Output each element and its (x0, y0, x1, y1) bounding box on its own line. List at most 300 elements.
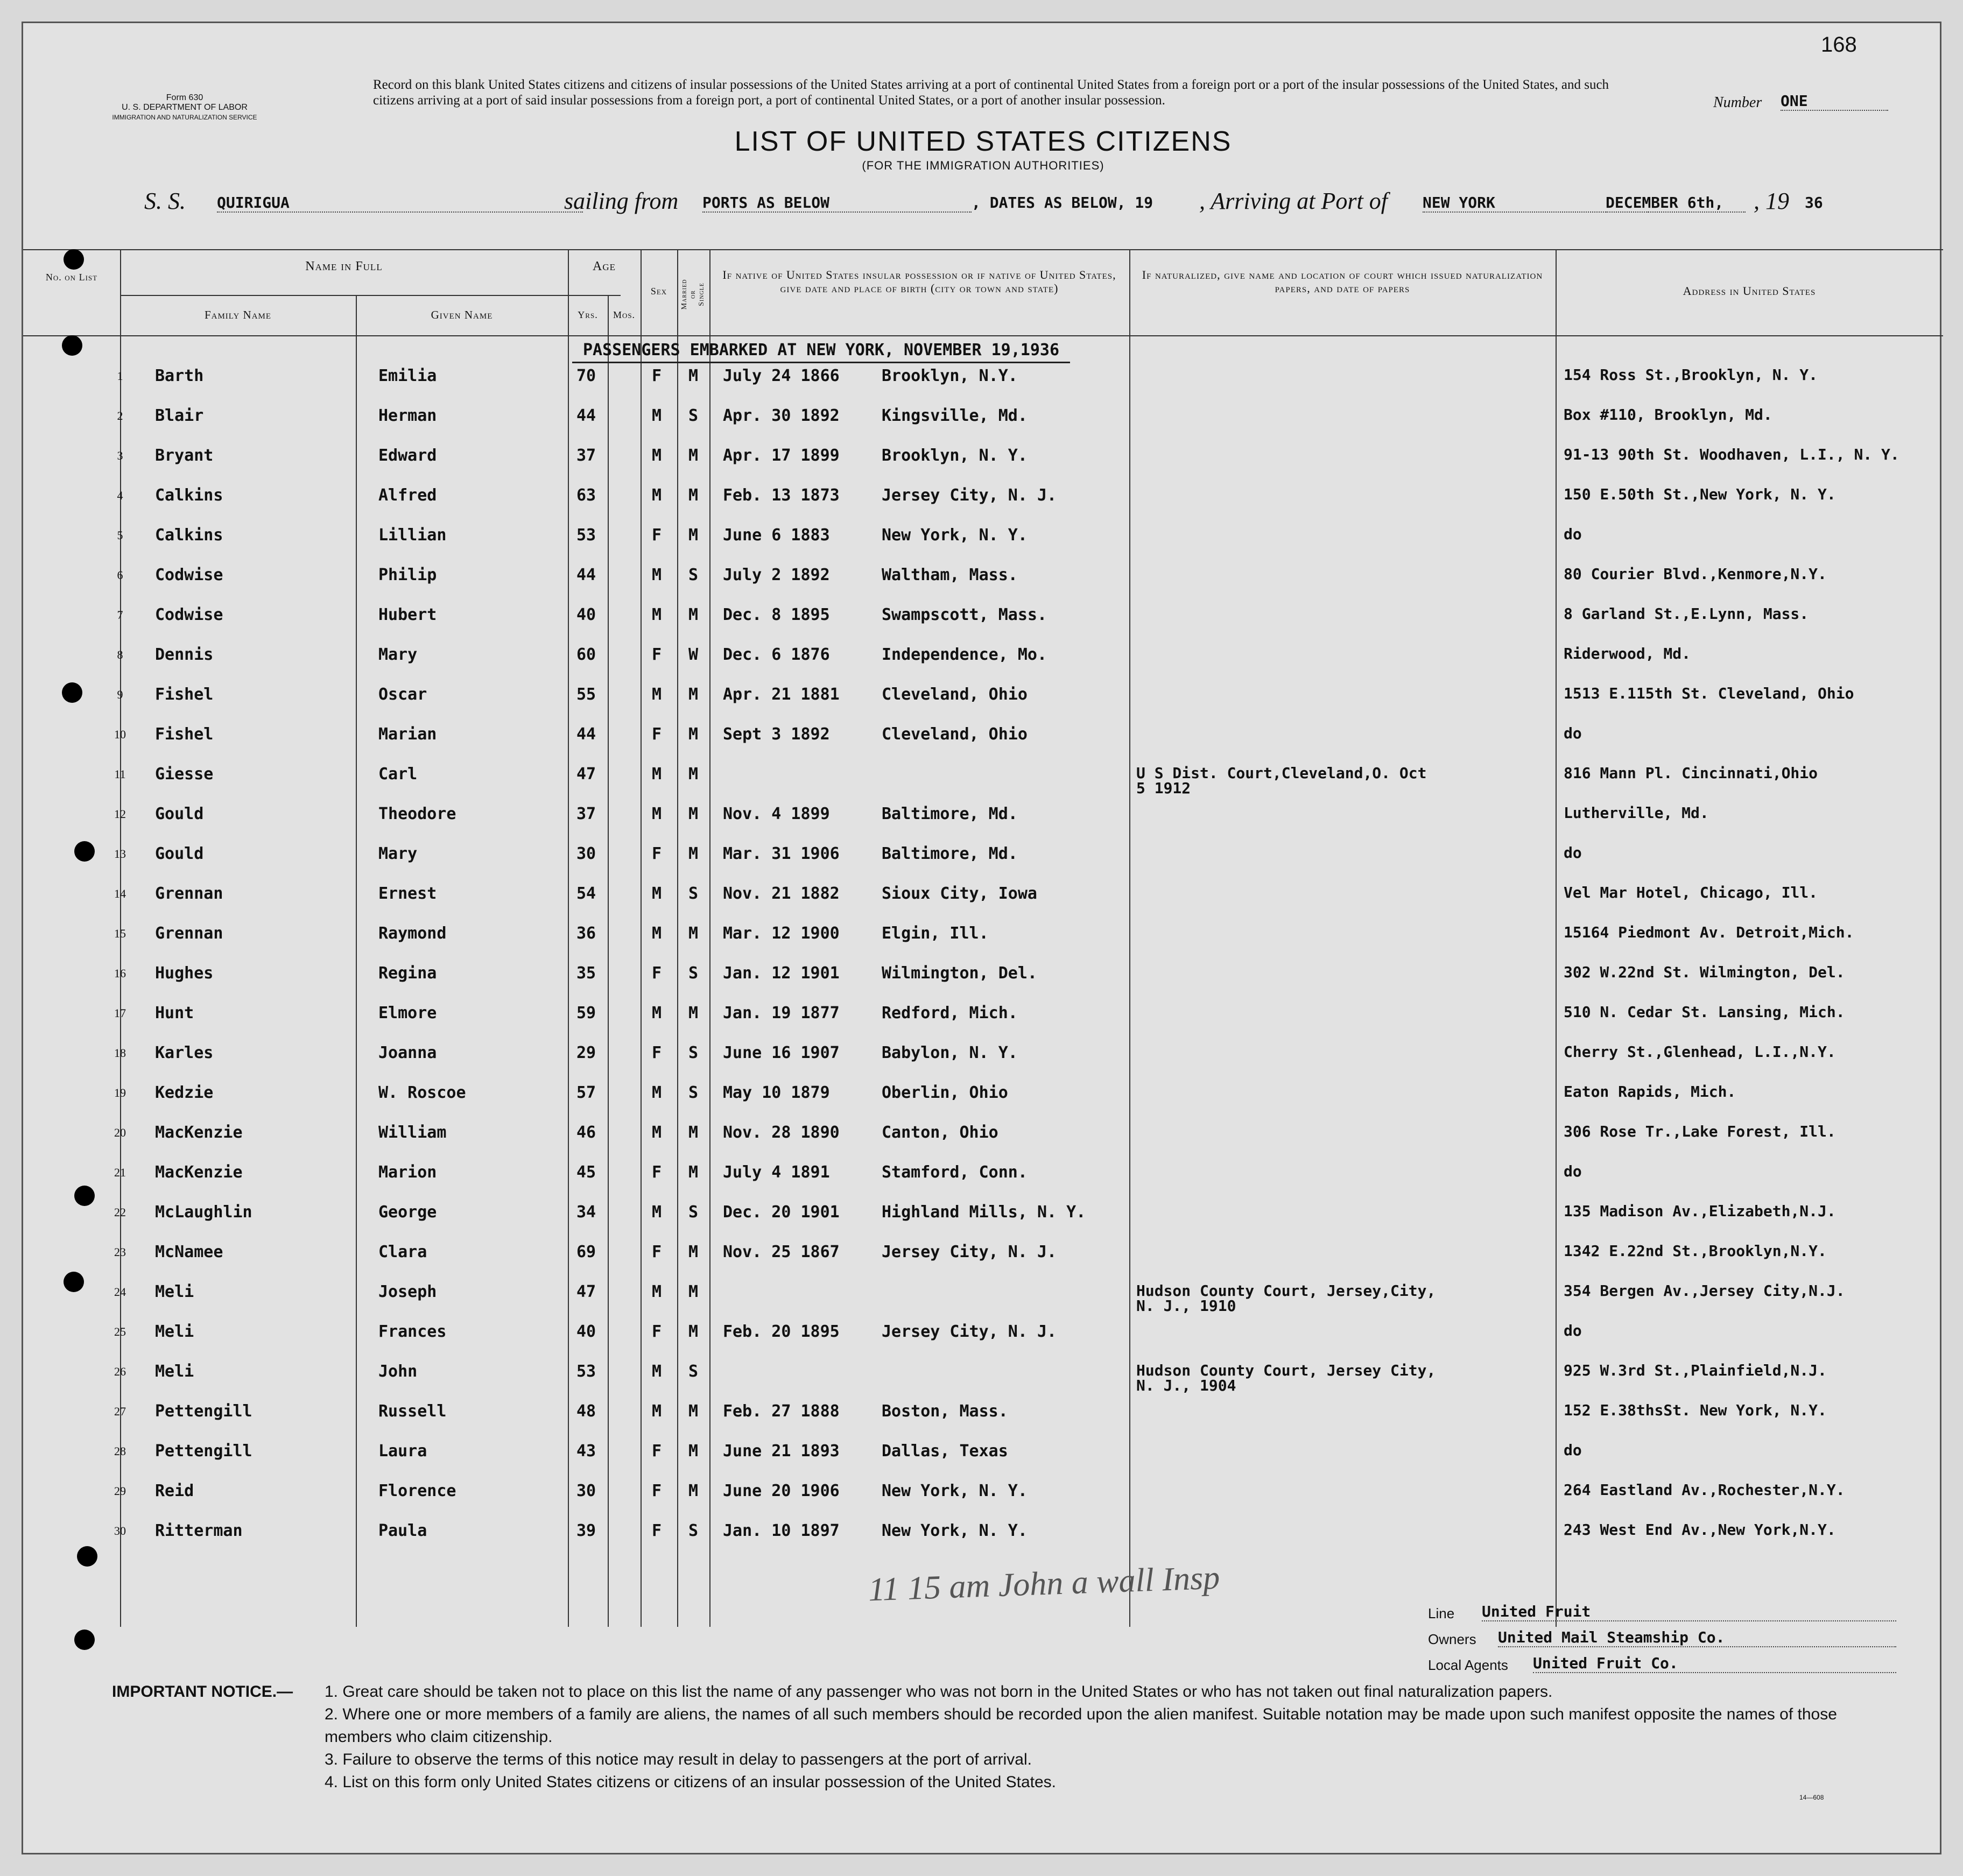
marital-status: M (688, 1482, 699, 1500)
marital-status: M (688, 924, 699, 943)
us-address: do (1564, 724, 1582, 742)
birth-date: June 6 1883 (723, 526, 830, 545)
birth-date: June 16 1907 (723, 1043, 840, 1062)
birth-place: Cleveland, Ohio (882, 725, 1028, 744)
birth-date: Mar. 12 1900 (723, 924, 840, 943)
us-address: 306 Rose Tr.,Lake Forest, Ill. (1564, 1123, 1836, 1140)
given-name: Frances (378, 1322, 447, 1341)
birth-place: Cleveland, Ohio (882, 685, 1028, 704)
punch-hole (77, 1546, 97, 1567)
given-name: Laura (378, 1442, 427, 1461)
family-name: McLaughlin (155, 1203, 252, 1222)
sex: F (652, 1521, 662, 1540)
naturalization-court: U S Dist. Court,Cleveland,O. Oct 5 1912 (1136, 764, 1427, 797)
us-address: 264 Eastland Av.,Rochester,N.Y. (1564, 1481, 1845, 1499)
row-number: 18 (114, 1046, 126, 1060)
marital-status: M (688, 1123, 699, 1142)
sex: F (652, 1322, 662, 1341)
age-years: 44 (576, 725, 596, 744)
age-years: 36 (576, 924, 596, 943)
sex: F (652, 844, 662, 863)
birth-date: Apr. 17 1899 (723, 446, 840, 465)
header-age: Age (593, 259, 616, 273)
birth-place: Jersey City, N. J. (882, 1243, 1057, 1261)
age-years: 47 (576, 765, 596, 784)
age-years: 34 (576, 1203, 596, 1222)
section-heading: PASSENGERS EMBARKED AT NEW YORK, NOVEMBER 19,1936 (572, 341, 1070, 363)
sex: M (652, 1203, 662, 1222)
marital-status: M (688, 1163, 699, 1182)
us-address: do (1564, 1441, 1582, 1459)
row-number: 2 (117, 409, 123, 422)
row-number: 4 (117, 489, 123, 502)
line-label: Line (1428, 1605, 1455, 1621)
birth-place: Jersey City, N. J. (882, 486, 1057, 505)
page-subtitle: (FOR THE IMMIGRATION AUTHORITIES) (862, 159, 1104, 172)
given-name: Russell (378, 1402, 447, 1421)
marital-status: S (688, 406, 699, 425)
row-number: 13 (114, 847, 126, 861)
birth-place: Redford, Mich. (882, 1004, 1018, 1022)
birth-date: Nov. 28 1890 (723, 1123, 840, 1142)
birth-place: Jersey City, N. J. (882, 1322, 1057, 1341)
row-number: 10 (114, 728, 126, 741)
row-number: 1 (117, 369, 123, 383)
row-number: 15 (114, 927, 126, 940)
row-number: 12 (114, 807, 126, 821)
punch-hole (64, 1272, 84, 1292)
sex: M (652, 566, 662, 584)
owners-label: Owners (1428, 1631, 1476, 1647)
punch-hole (64, 249, 84, 270)
birth-date: Dec. 20 1901 (723, 1203, 840, 1222)
table-row (23, 447, 1943, 487)
birth-date: Dec. 6 1876 (723, 645, 830, 664)
punch-hole (74, 1186, 95, 1206)
birth-date: Apr. 21 1881 (723, 685, 840, 704)
age-years: 30 (576, 844, 596, 863)
header-given-name: Given Name (431, 308, 493, 321)
family-name: Meli (155, 1322, 194, 1341)
given-name: Paula (378, 1521, 427, 1540)
row-number: 9 (117, 688, 123, 701)
marital-status: M (688, 805, 699, 823)
sex: M (652, 1083, 662, 1102)
given-name: John (378, 1362, 418, 1381)
birth-place: Dallas, Texas (882, 1442, 1008, 1461)
marital-status: S (688, 884, 699, 903)
given-name: Florence (378, 1482, 456, 1500)
sex: M (652, 446, 662, 465)
sex: F (652, 1243, 662, 1261)
line-value: United Fruit (1482, 1603, 1896, 1621)
family-name: Gould (155, 844, 204, 863)
marital-status: M (688, 1322, 699, 1341)
table-row (23, 885, 1943, 925)
sex: M (652, 486, 662, 505)
marital-status: M (688, 685, 699, 704)
birth-date: Jan. 10 1897 (723, 1521, 840, 1540)
sex: M (652, 1123, 662, 1142)
sex: M (652, 406, 662, 425)
sex: F (652, 366, 662, 385)
age-years: 46 (576, 1123, 596, 1142)
given-name: Edward (378, 446, 437, 465)
department: U. S. DEPARTMENT OF LABOR (122, 103, 248, 112)
marital-status: S (688, 566, 699, 584)
form-number: Form 630 (166, 93, 203, 102)
sex: M (652, 1282, 662, 1301)
page-number: 168 (1821, 33, 1857, 57)
given-name: Herman (378, 406, 437, 425)
age-years: 47 (576, 1282, 596, 1301)
us-address: 150 E.50th St.,New York, N. Y. (1564, 485, 1836, 503)
page-title: LIST OF UNITED STATES CITIZENS (734, 126, 1232, 157)
sex: F (652, 725, 662, 744)
sex: F (652, 645, 662, 664)
age-years: 55 (576, 685, 596, 704)
birth-date: July 2 1892 (723, 566, 830, 584)
row-number: 11 (114, 767, 126, 781)
table-row (23, 1483, 1943, 1522)
row-number: 6 (117, 568, 123, 582)
birth-date: Apr. 30 1892 (723, 406, 840, 425)
header-address: Address in United States (1683, 284, 1816, 298)
ss-label: S. S. (144, 188, 186, 214)
punch-hole (62, 335, 82, 356)
row-number: 7 (117, 608, 123, 622)
us-address: 925 W.3rd St.,Plainfield,N.J. (1564, 1362, 1827, 1379)
year-suffix: 36 (1805, 194, 1823, 211)
record-note: Record on this blank United States citizens and citizens of insular possessions of the United States arriving at a port of continental United States from a foreign port or a port of the insular possessions of the United States, and such citizens arriving at a port of said insular possessions from a foreign port, a port of continental United States, or a port of another insular possession. (373, 77, 1609, 108)
family-name: Hughes (155, 964, 214, 983)
dates-label: , DATES AS BELOW, 19 (972, 194, 1153, 211)
table-row (23, 925, 1943, 965)
birth-place: New York, N. Y. (882, 1521, 1028, 1540)
header-sex: Sex (650, 286, 667, 297)
family-name: Calkins (155, 486, 223, 505)
sex: F (652, 1163, 662, 1182)
number-value: ONE (1781, 92, 1888, 111)
family-name: Karles (155, 1043, 214, 1062)
sex: M (652, 685, 662, 704)
given-name: Ernest (378, 884, 437, 903)
birth-place: Babylon, N. Y. (882, 1043, 1018, 1062)
us-address: 15164 Piedmont Av. Detroit,Mich. (1564, 923, 1854, 941)
table-row (23, 407, 1943, 447)
birth-date: Nov. 4 1899 (723, 805, 830, 823)
table-row (23, 1045, 1943, 1084)
family-name: Dennis (155, 645, 214, 664)
marital-status: M (688, 1442, 699, 1461)
us-address: do (1564, 525, 1582, 543)
table-row (23, 487, 1943, 527)
age-years: 44 (576, 566, 596, 584)
us-address: do (1564, 1322, 1582, 1339)
row-number: 27 (114, 1405, 126, 1418)
family-name: Grennan (155, 884, 223, 903)
punch-hole (74, 841, 95, 862)
sex: M (652, 765, 662, 784)
birth-place: Boston, Mass. (882, 1402, 1008, 1421)
birth-place: Stamford, Conn. (882, 1163, 1028, 1182)
table-row (23, 368, 1943, 407)
owners-value: United Mail Steamship Co. (1498, 1628, 1896, 1647)
family-name: Kedzie (155, 1083, 214, 1102)
sailing-from: PORTS AS BELOW (702, 194, 972, 213)
family-name: Grennan (155, 924, 223, 943)
given-name: Mary (378, 645, 418, 664)
family-name: Calkins (155, 526, 223, 545)
birth-place: Swampscott, Mass. (882, 605, 1047, 624)
marital-status: M (688, 526, 699, 545)
table-row (23, 1363, 1943, 1403)
arrival-date: DECEMBER 6th, (1606, 194, 1746, 213)
us-address: 80 Courier Blvd.,Kenmore,N.Y. (1564, 565, 1827, 583)
table-row (23, 1283, 1943, 1323)
given-name: Marion (378, 1163, 437, 1182)
us-address: Cherry St.,Glenhead, L.I.,N.Y. (1564, 1043, 1836, 1061)
sex: F (652, 1043, 662, 1062)
given-name: Hubert (378, 605, 437, 624)
birth-date: Feb. 20 1895 (723, 1322, 840, 1341)
us-address: 1513 E.115th St. Cleveland, Ohio (1564, 685, 1854, 702)
naturalization-court: Hudson County Court, Jersey City, N. J., 1904 (1136, 1362, 1436, 1394)
birth-place: Sioux City, Iowa (882, 884, 1037, 903)
age-years: 53 (576, 526, 596, 545)
given-name: Lillian (378, 526, 447, 545)
sex: M (652, 1362, 662, 1381)
row-number: 5 (117, 528, 123, 542)
service: IMMIGRATION AND NATURALIZATION SERVICE (112, 114, 257, 121)
given-name: William (378, 1123, 447, 1142)
age-years: 70 (576, 366, 596, 385)
age-years: 43 (576, 1442, 596, 1461)
table-row (23, 766, 1943, 806)
us-address: Box #110, Brooklyn, Md. (1564, 406, 1772, 424)
family-name: Meli (155, 1282, 194, 1301)
birth-date: Feb. 13 1873 (723, 486, 840, 505)
birth-date: Mar. 31 1906 (723, 844, 840, 863)
us-address: 354 Bergen Av.,Jersey City,N.J. (1564, 1282, 1845, 1300)
table-row (23, 1403, 1943, 1443)
marital-status: M (688, 725, 699, 744)
us-address: 816 Mann Pl. Cincinnati,Ohio (1564, 764, 1818, 782)
marital-status: M (688, 1004, 699, 1022)
table-row (23, 1084, 1943, 1124)
birth-place: Elgin, Ill. (882, 924, 989, 943)
given-name: Clara (378, 1243, 427, 1261)
table-row (23, 567, 1943, 606)
birth-place: Baltimore, Md. (882, 805, 1018, 823)
us-address: Eaton Rapids, Mich. (1564, 1083, 1736, 1101)
row-number: 30 (114, 1524, 126, 1538)
birth-place: New York, N. Y. (882, 526, 1028, 545)
birth-place: Highland Mills, N. Y. (882, 1203, 1086, 1222)
table-row (23, 646, 1943, 686)
row-number: 29 (114, 1484, 126, 1498)
birth-date: Nov. 21 1882 (723, 884, 840, 903)
age-years: 37 (576, 805, 596, 823)
us-address: 152 E.38thsSt. New York, N.Y. (1564, 1401, 1827, 1419)
family-name: Bryant (155, 446, 214, 465)
given-name: Carl (378, 765, 418, 784)
marital-status: M (688, 844, 699, 863)
header-name-in-full: Name in Full (305, 259, 383, 273)
naturalization-court: Hudson County Court, Jersey,City, N. J., 1910 (1136, 1282, 1436, 1315)
sex: M (652, 605, 662, 624)
us-address: 1342 E.22nd St.,Brooklyn,N.Y. (1564, 1242, 1827, 1260)
age-years: 37 (576, 446, 596, 465)
given-name: Marian (378, 725, 437, 744)
table-row (23, 606, 1943, 646)
row-number: 21 (114, 1166, 126, 1179)
family-name: Pettengill (155, 1442, 252, 1461)
notice-title: IMPORTANT NOTICE.— (112, 1683, 293, 1701)
given-name: Raymond (378, 924, 447, 943)
table-row (23, 1443, 1943, 1483)
birth-date: June 21 1893 (723, 1442, 840, 1461)
us-address: Riderwood, Md. (1564, 645, 1691, 662)
birth-place: Kingsville, Md. (882, 406, 1028, 425)
family-name: MacKenzie (155, 1163, 243, 1182)
row-number: 28 (114, 1444, 126, 1458)
us-address: 154 Ross St.,Brooklyn, N. Y. (1564, 366, 1818, 384)
family-name: Ritterman (155, 1521, 243, 1540)
given-name: Emilia (378, 366, 437, 385)
table-row (23, 806, 1943, 845)
header-married-single: Married or Single (680, 279, 706, 310)
birth-place: Canton, Ohio (882, 1123, 998, 1142)
table-row (23, 726, 1943, 766)
birth-date: Sept 3 1892 (723, 725, 830, 744)
family-name: MacKenzie (155, 1123, 243, 1142)
row-number: 17 (114, 1006, 126, 1020)
marital-status: M (688, 605, 699, 624)
notice-item-4: 4. List on this form only United States citizens or citizens of an insular possession of the United States. (325, 1773, 1057, 1791)
us-address: 135 Madison Av.,Elizabeth,N.J. (1564, 1202, 1836, 1220)
row-number: 24 (114, 1285, 126, 1299)
birth-place: Wilmington, Del. (882, 964, 1037, 983)
port-name: NEW YORK (1423, 194, 1649, 213)
birth-date: June 20 1906 (723, 1482, 840, 1500)
row-number: 14 (114, 887, 126, 900)
family-name: Fishel (155, 685, 214, 704)
birth-place: Brooklyn, N. Y. (882, 446, 1028, 465)
given-name: Joanna (378, 1043, 437, 1062)
number-label: Number (1713, 94, 1762, 111)
age-years: 69 (576, 1243, 596, 1261)
sex: M (652, 1004, 662, 1022)
us-address: 91-13 90th St. Woodhaven, L.I., N. Y. (1564, 446, 1899, 463)
notice-item-3: 3. Failure to observe the terms of this notice may result in delay to passengers at the port of arrival. (325, 1751, 1032, 1768)
family-name: Pettengill (155, 1402, 252, 1421)
age-years: 53 (576, 1362, 596, 1381)
agents-label: Local Agents (1428, 1657, 1508, 1673)
age-years: 59 (576, 1004, 596, 1022)
family-name: Meli (155, 1362, 194, 1381)
marital-status: S (688, 964, 699, 983)
marital-status: W (688, 645, 699, 664)
age-years: 45 (576, 1163, 596, 1182)
age-years: 44 (576, 406, 596, 425)
agents-value: United Fruit Co. (1533, 1654, 1896, 1673)
given-name: Mary (378, 844, 418, 863)
given-name: Philip (378, 566, 437, 584)
us-address: 243 West End Av.,New York,N.Y. (1564, 1521, 1836, 1539)
table-row (23, 1124, 1943, 1164)
given-name: Joseph (378, 1282, 437, 1301)
marital-status: M (688, 765, 699, 784)
notice-item-2: 2. Where one or more members of a family are aliens, the names of all such members should be recorded upon the alien manifest. Suitable notation may be made upon such manifest opposite the names of those members who claim citizenship. (325, 1705, 1837, 1746)
row-number: 25 (114, 1325, 126, 1338)
header-naturalized: If naturalized, give name and location of court which issued naturalization papers, and date of papers (1142, 268, 1543, 295)
notice-item-1: 1. Great care should be taken not to place on this list the name of any passenger who was not born in the United States or who has not taken out final naturalization papers. (325, 1683, 1553, 1701)
family-name: Hunt (155, 1004, 194, 1022)
row-number: 23 (114, 1245, 126, 1259)
given-name: Theodore (378, 805, 456, 823)
table-row (23, 1522, 1943, 1562)
age-years: 40 (576, 605, 596, 624)
marital-status: S (688, 1203, 699, 1222)
table-row (23, 527, 1943, 567)
birth-date: Jan. 12 1901 (723, 964, 840, 983)
sex: F (652, 526, 662, 545)
row-number: 3 (117, 449, 123, 462)
sex: M (652, 884, 662, 903)
footer-code: 14—608 (1799, 1794, 1824, 1801)
us-address: Vel Mar Hotel, Chicago, Ill. (1564, 884, 1818, 901)
punch-hole (74, 1630, 95, 1650)
birth-date: Nov. 25 1867 (723, 1243, 840, 1261)
birth-date: Feb. 27 1888 (723, 1402, 840, 1421)
table-row (23, 1323, 1943, 1363)
table-row (23, 1005, 1943, 1045)
given-name: Alfred (378, 486, 437, 505)
table-row (23, 1204, 1943, 1244)
ship-name: QUIRIGUA (217, 194, 583, 213)
header-no: No. on List (45, 272, 98, 283)
row-number: 22 (114, 1205, 126, 1219)
marital-status: S (688, 1521, 699, 1540)
age-years: 57 (576, 1083, 596, 1102)
marital-status: M (688, 1282, 699, 1301)
given-name: Oscar (378, 685, 427, 704)
header-mos: Mos. (613, 309, 636, 320)
marital-status: M (688, 1243, 699, 1261)
marital-status: M (688, 446, 699, 465)
given-name: Elmore (378, 1004, 437, 1022)
sex: M (652, 924, 662, 943)
age-years: 54 (576, 884, 596, 903)
sailing-label: sailing from (564, 188, 679, 214)
marital-status: M (688, 486, 699, 505)
given-name: George (378, 1203, 437, 1222)
age-years: 39 (576, 1521, 596, 1540)
row-number: 20 (114, 1126, 126, 1139)
age-years: 40 (576, 1322, 596, 1341)
marital-status: M (688, 366, 699, 385)
table-row (23, 965, 1943, 1005)
family-name: Blair (155, 406, 204, 425)
birth-place: New York, N. Y. (882, 1482, 1028, 1500)
given-name: W. Roscoe (378, 1083, 466, 1102)
age-years: 63 (576, 486, 596, 505)
table-row (23, 686, 1943, 726)
family-name: Barth (155, 366, 204, 385)
birth-place: Waltham, Mass. (882, 566, 1018, 584)
table-row (23, 1244, 1943, 1283)
